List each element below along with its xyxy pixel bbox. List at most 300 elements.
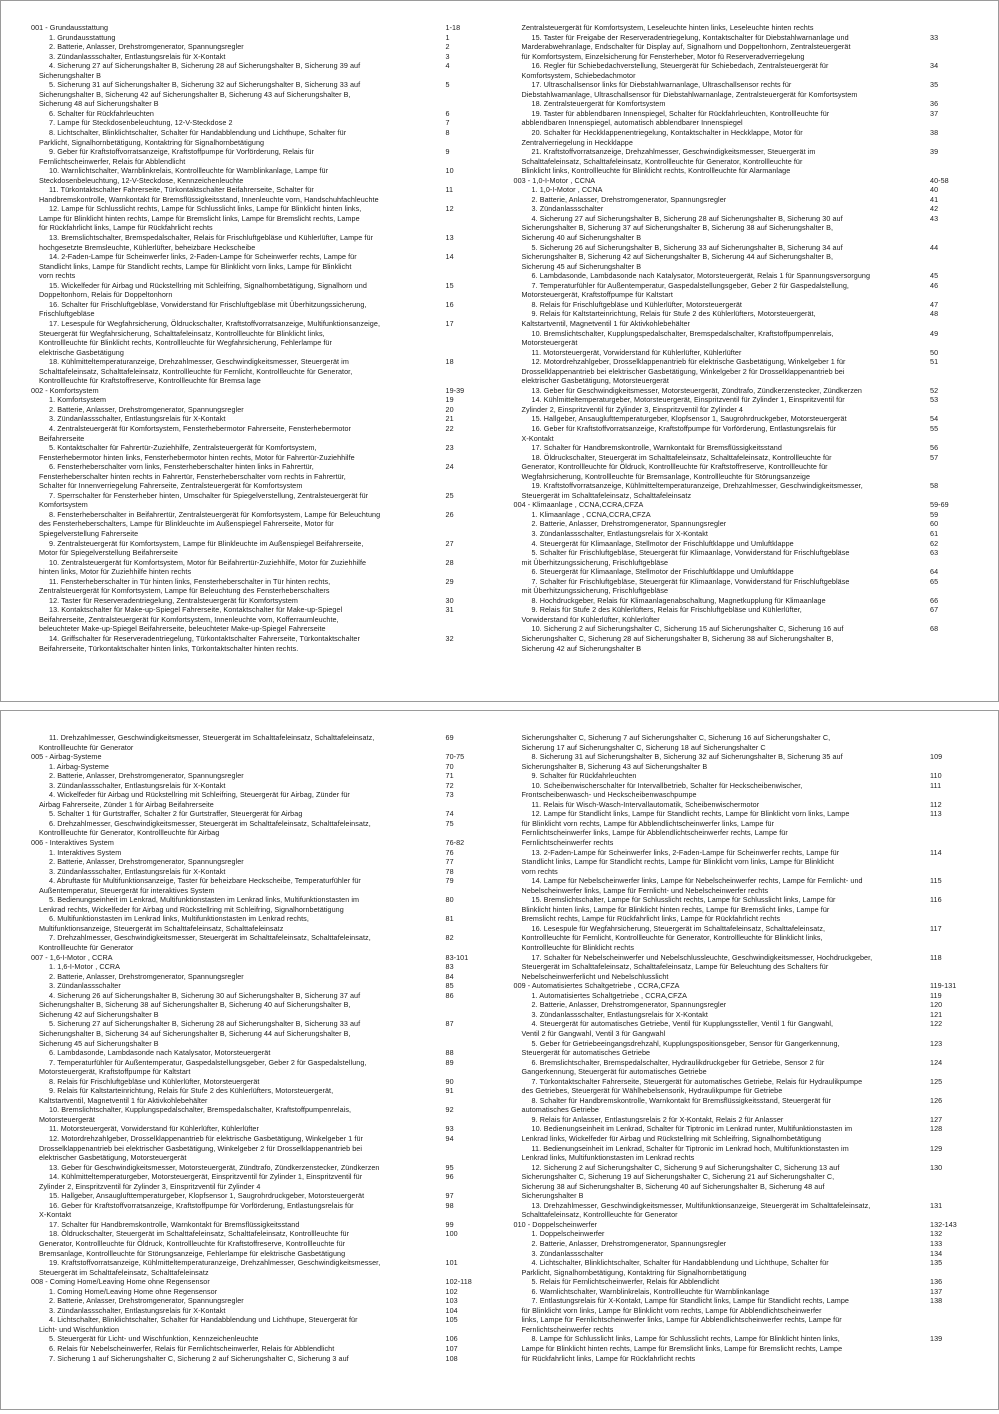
index-item-row[interactable] [514,195,971,205]
index-item-row[interactable] [514,848,971,858]
index-item-row[interactable] [31,204,486,214]
index-entry-text: 9. Relais für Kaltstarteinrichtung, Relais für Stufe 2 des Kühlerlüfters, Motorsteuergerät, [49,1086,334,1096]
index-item-row[interactable] [31,395,486,405]
index-group-row[interactable] [31,23,486,33]
index-entry-text: 7. Entlastungsrelais für X-Kontakt, Lampe für Standlicht links, Lampe für Standlicht rechts, Lampe [531,1296,849,1306]
index-entry-text: 3. Zündanlassschalter, Entlastungsrelais für X-Kontakt [531,528,708,538]
index-item-row[interactable] [31,300,486,310]
index-item-row[interactable] [31,405,486,415]
index-item-row[interactable] [31,596,486,606]
index-entry-text: elektrische Gasbetätigung [39,347,124,357]
index-entry-text: 3. Zündanlassschalter [531,204,604,214]
index-entry-text: 1. Coming Home/Leaving Home ohne Regensensor [49,1286,218,1296]
index-continuation-row [31,376,486,386]
index-entry-text: Lampe für Blinklicht hinten rechts, Lampe für Bremslicht links, Lampe für Bremslicht rechts, Lampe [521,1344,843,1353]
index-continuation-row [31,800,486,810]
index-item-row[interactable] [31,1077,486,1087]
index-item-row[interactable] [514,80,971,90]
index-item-row[interactable] [31,962,486,972]
index-item-row[interactable] [514,548,971,558]
index-item-row[interactable] [514,577,971,587]
index-item-row[interactable] [31,972,486,982]
index-item-row[interactable] [31,790,486,800]
index-entry-text: 4. Lichtschalter, Blinklichtschalter, Schalter für Handabblendung und Lichthupe, Steuergerät für [49,1315,358,1325]
index-page-number: 77 [445,857,454,867]
index-page-number: 23 [445,443,454,453]
index-continuation-row [514,1191,971,1201]
index-entry-text: 002 - Komfortsystem [31,385,99,395]
index-item-row[interactable] [514,281,971,291]
index-item-row[interactable] [31,118,486,128]
index-continuation-row [514,905,971,915]
index-continuation-row [31,271,486,281]
index-page-number: 96 [445,1172,454,1182]
index-page-number: 105 [445,1315,458,1325]
index-item-row[interactable] [31,539,486,549]
index-continuation-row [514,338,971,348]
index-item-row[interactable] [514,1144,971,1154]
index-entry-text: 010 - Doppelscheinwerfer [513,1219,598,1229]
index-page-number: 30 [445,595,454,605]
index-item-row[interactable] [514,510,971,520]
index-entry-text: 5. Steuergerät für Licht- und Wischfunktion, Kennzeichenleuchte [49,1334,259,1344]
index-item-row[interactable] [514,752,971,762]
index-page-number: 2 [445,42,450,52]
index-page-number: 58 [930,481,939,491]
index-entry-text: Zylinder 2, Einspritzventil für Zylinder 3, Einspritzventil für Zylinder 4 [39,1181,261,1191]
index-page-number: 116 [930,895,942,905]
index-page-number: 19-39 [445,385,465,395]
index-page-number: 85 [445,981,454,991]
index-item-row[interactable] [31,414,486,424]
index-item-row[interactable] [31,510,486,520]
index-entry-text: Fernlichtscheinwerfer, Relais für Abblendlicht [39,156,186,166]
index-page-number: 3 [445,51,450,61]
index-entry-text: Steckdosenbeleuchtung, 12-V-Steckdose, Kennzeichenleuchte [39,175,244,185]
index-item-row[interactable] [31,867,486,877]
index-item-row[interactable] [514,800,971,810]
index-entry-text: 3. Zündanlassschalter [49,981,121,991]
index-continuation-row [514,838,971,848]
index-item-row[interactable] [514,61,971,71]
index-entry-text: 11. Motorsteuergerät, Vorwiderstand für Kühlerlüfter, Kühlerlüfter [531,347,742,357]
index-item-row[interactable] [514,1124,971,1134]
index-entry-text: Zentralsteuergerät für Komfortsystem, Lampe für Beleuchtung des Fensterheberschalters [39,586,330,596]
index-entry-text: Airbag Fahrerseite, Zünder 1 für Airbag Beifahrerseite [39,799,214,809]
index-item-row[interactable] [514,348,971,358]
index-entry-text: automatisches Getriebe [521,1105,599,1115]
index-page-number: 134 [930,1248,943,1258]
index-item-row[interactable] [31,61,486,71]
index-item-row[interactable] [31,185,486,195]
index-item-row[interactable] [514,395,971,405]
index-item-row[interactable] [31,781,486,791]
index-item-row[interactable] [31,914,486,924]
index-item-row[interactable] [31,1105,486,1115]
index-group-row[interactable] [31,1277,486,1287]
index-entry-text: Fensterhebermotor hinten links, Fensterhebermotor hinten rechts, Motor für Fahrertür-Zuziehhilfe [39,452,355,462]
index-continuation-row [31,367,486,377]
index-entry-text: 6. Lambdasonde, Lambdasonde nach Katalysator, Motorsteuergerät, Relais 1 für Spannungsversorgung [531,271,871,281]
page-1-column-left [15,23,500,691]
index-entry-text: Schalttafeleinsatz, Schalttafeleinsatz, Kontrollleuchte für Fernlicht, Kontrollleuchte für Generator, [39,366,353,376]
index-item-row[interactable] [514,357,971,367]
index-item-row[interactable] [514,1163,971,1173]
index-group-row[interactable] [31,752,486,762]
index-item-row[interactable] [514,300,971,310]
index-entry-text: 15. Hallgeber, Ansauglufttemperaturgeber, Klopfsensor 1, Saugrohrdruckgeber, Motorsteuergerät [531,414,847,424]
index-item-row[interactable] [31,605,486,615]
index-item-row[interactable] [514,1287,971,1297]
index-page-number: 16 [445,299,454,309]
index-entry-text: Sicherung 40 auf Sicherungshalter B [521,233,642,243]
index-entry-text: 11. Motorsteuergerät, Vorwiderstand für Kühlerlüfter, Kühlerlüfter [49,1124,259,1134]
index-entry-text: 5. Bedienungseinheit im Lenkrad, Multifunktionstasten im Lenkrad links, Multifunktionstasten im [49,895,360,905]
index-item-row[interactable] [514,1096,971,1106]
index-item-row[interactable] [514,1334,971,1344]
index-item-row[interactable] [514,953,971,963]
index-item-row[interactable] [514,895,971,905]
index-entry-text: beleuchteter Make-up-Spiegel Beifahrerseite, beleuchteter Make-up-Spiegel Fahrerseite [39,624,326,634]
index-item-row[interactable] [514,1277,971,1287]
index-item-row[interactable] [31,1191,486,1201]
index-continuation-row [31,1039,486,1049]
index-entry-text: 14. 2-Faden-Lampe für Scheinwerfer links, 2-Faden-Lampe für Scheinwerfer rechts, Lampe für [49,252,357,262]
index-item-row[interactable] [514,481,971,491]
index-item-row[interactable] [31,1163,486,1173]
index-entry-text: Sicherung 42 auf Sicherungshalter B [39,1009,159,1019]
index-item-row[interactable] [514,271,971,281]
index-group-row[interactable] [514,981,971,991]
index-entry-text: 3. Zündanlassschalter, Entlastungsrelais für X-Kontakt [49,780,226,790]
index-item-row[interactable] [514,424,971,434]
index-item-row[interactable] [514,781,971,791]
index-entry-text: Generator, Kontrollleuchte für Öldruck, Kontrollleuchte für Kraftstoffreserve, Kontrollleuchte für [521,462,828,472]
index-item-row[interactable] [514,1239,971,1249]
page-1 [0,0,999,702]
index-item-row[interactable] [514,876,971,886]
index-item-row[interactable] [514,1077,971,1087]
index-page-number: 94 [445,1133,454,1143]
index-item-row[interactable] [514,443,971,453]
index-entry-text: mit Überhitzungssicherung, Frischluftgebläse [521,586,669,596]
index-group-row[interactable] [31,386,486,396]
index-item-row[interactable] [514,771,971,781]
index-item-row[interactable] [31,1258,486,1268]
index-continuation-row [31,500,486,510]
index-item-row[interactable] [31,33,486,43]
index-item-row[interactable] [514,809,971,819]
index-item-row[interactable] [514,1296,971,1306]
index-item-row[interactable] [514,924,971,934]
index-item-row[interactable] [31,1334,486,1344]
index-entry-text: 2. Batterie, Anlasser, Drehstromgenerator, Spannungsregler [531,194,727,204]
index-entry-text: 17. Schalter für Nebelscheinwerfer und Nebelschlussleuchte, Geschwindigkeitsmesser, Hochdruckgeber, [531,952,873,962]
index-continuation-row [31,71,486,81]
index-page-number: 4 [445,61,450,71]
index-item-row[interactable] [514,453,971,463]
index-page-number: 74 [445,809,454,819]
index-continuation-row [31,1067,486,1077]
index-item-row[interactable] [514,991,971,1001]
index-continuation-row [514,71,971,81]
index-item-row[interactable] [514,109,971,119]
index-entry-text: Kontrollleuchte für Generator [39,742,134,752]
index-group-row[interactable] [31,953,486,963]
index-item-row[interactable] [31,1134,486,1144]
index-continuation-row [514,1210,971,1220]
index-item-row[interactable] [514,1019,971,1029]
index-item-row[interactable] [31,1354,486,1364]
index-item-row[interactable] [514,386,971,396]
index-item-row[interactable] [31,52,486,62]
index-group-row[interactable] [514,1220,971,1230]
index-entry-text: 1. 1,0-I-Motor , CCNA [531,185,603,195]
index-entry-text: Motor für Spiegelverstellung Beifahrerseite [39,548,178,558]
index-entry-text: 6. Schalter für Rückfahrleuchten [49,108,154,118]
index-item-row[interactable] [31,577,486,587]
index-item-row[interactable] [514,1058,971,1068]
index-item-row[interactable] [514,414,971,424]
index-item-row[interactable] [31,1296,486,1306]
index-item-row[interactable] [514,1039,971,1049]
index-item-row[interactable] [31,357,486,367]
index-page-number: 35 [930,80,939,90]
index-item-row[interactable] [31,762,486,772]
index-continuation-row [31,1144,486,1154]
index-item-row[interactable] [31,252,486,262]
index-item-row[interactable] [514,1000,971,1010]
index-entry-text: 2. Batterie, Anlasser, Drehstromgenerator, Spannungsregler [49,1296,244,1306]
index-item-row[interactable] [514,529,971,539]
index-continuation-row [31,943,486,953]
index-continuation-row [514,962,971,972]
index-entry-text: 7. Türkontaktschalter Fahrerseite, Steuergerät für automatisches Getriebe, Relais für Hydraulikpumpe [531,1076,863,1086]
index-page-number: 15 [445,280,454,290]
index-entry-text: 1. Grundausstattung [49,32,116,42]
index-item-row[interactable] [31,1306,486,1316]
index-entry-text: 8. Sicherung 31 auf Sicherungshalter B, Sicherung 32 auf Sicherungshalter B, Sicherung 35 auf [531,752,843,762]
index-item-row[interactable] [31,128,486,138]
index-group-row[interactable] [514,500,971,510]
index-entry-text: 15. Wickelfeder für Airbag und Rückstellring mit Schleifring, Signalhornbetätigung, Signalhorn und [49,280,367,290]
index-entry-text: 006 - Interaktives System [31,838,114,848]
index-entry-text: 16. Geber für Kraftstoffvorratsanzeige, Kraftstoffpumpe für Vorförderung, Entlastungsrelais für [49,1200,354,1210]
index-page-number: 70-75 [445,752,465,762]
index-page-number: 84 [445,971,454,981]
index-item-row[interactable] [514,147,971,157]
index-page-number: 39 [930,147,939,157]
index-item-row[interactable] [31,733,486,743]
index-continuation-row [514,319,971,329]
index-item-row[interactable] [31,991,486,1001]
index-entry-text: 16. Regler für Schiebedachverstellung, Steuergerät für Schiebedach, Zentralsteuergerät für [531,61,829,71]
index-continuation-row [514,1354,971,1364]
index-item-row[interactable] [31,147,486,157]
index-item-row[interactable] [31,558,486,568]
index-entry-text: 18. Zentralsteuergerät für Komfortsystem [531,99,666,109]
index-item-row[interactable] [514,1115,971,1125]
index-entry-text: 7. Temperaturfühler für Außentemperatur, Gaspedalstellungsgeber, Geber 2 für Gaspedalstellung, [49,1057,367,1067]
index-item-row[interactable] [514,1201,971,1211]
index-page-number: 103 [445,1296,458,1306]
index-entry-text: 005 - Airbag-Systeme [31,752,102,762]
index-item-row[interactable] [31,857,486,867]
index-continuation-row [514,1268,971,1278]
index-item-row[interactable] [514,128,971,138]
index-entry-text: Bremsanlage, Kontrollleuchte für Störungsanzeige, Fehlerlampe für elektrische Gasbetätigung [39,1248,346,1258]
index-continuation-row [514,376,971,386]
index-page-number: 117 [930,923,942,933]
index-page-number: 108 [445,1353,458,1363]
index-page-number: 93 [445,1124,454,1134]
index-entry-text: 003 - 1,0-I-Motor , CCNA [513,175,596,185]
index-entry-text: 5. Relais für Fernlichtscheinwerfer, Relais für Abblendlicht [531,1277,720,1287]
index-continuation-row [31,176,486,186]
index-continuation-row [31,519,486,529]
index-page-number: 86 [445,990,454,1000]
index-item-row[interactable] [31,1058,486,1068]
index-item-row[interactable] [31,809,486,819]
index-entry-text: 2. Batterie, Anlasser, Drehstromgenerator, Spannungsregler [49,971,244,981]
index-item-row[interactable] [31,109,486,119]
index-continuation-row [514,1172,971,1182]
index-page-number: 1 [445,32,450,42]
index-entry-text: Kaltstartventil, Magnetventil 1 für Aktivkohlebehälter [521,318,690,328]
index-entry-text: Blinklicht links, Kontrollleuchte für Blinklicht rechts, Kontrollleuchte für Alarmanlage [521,166,791,176]
index-continuation-row [31,338,486,348]
index-page-number: 87 [445,1019,454,1029]
index-item-row[interactable] [31,1229,486,1239]
index-continuation-row [31,924,486,934]
index-group-row[interactable] [514,176,971,186]
index-item-row[interactable] [31,1287,486,1297]
index-item-row[interactable] [514,1258,971,1268]
index-continuation-row [31,1153,486,1163]
index-continuation-row [514,1067,971,1077]
index-item-row[interactable] [514,33,971,43]
index-item-row[interactable] [31,1019,486,1029]
index-page-number: 129 [930,1143,943,1153]
index-item-row[interactable] [514,624,971,634]
index-item-row[interactable] [31,80,486,90]
index-item-row[interactable] [514,185,971,195]
index-item-row[interactable] [31,1315,486,1325]
index-item-row[interactable] [514,243,971,253]
index-entry-text: 11. Relais für Wisch-Wasch-Intervallautomatik, Scheibenwischermotor [531,799,760,809]
index-item-row[interactable] [31,1201,486,1211]
index-entry-text: für Komfortsystem, Einzelsicherung für Fensterheber, Motor fü Reserveradverriegelung [521,51,805,61]
index-page-number: 44 [930,242,939,252]
index-entry-text: 4. Lichtschalter, Blinklichtschalter, Schalter für Handabblendung und Lichthupe, Schalter für [531,1258,829,1268]
page-1-column-right [500,23,985,691]
index-page-number: 49 [930,328,939,338]
index-entry-text: 7. Schalter für Frischluftgebläse, Steuergerät für Klimaanlage, Vorwiderstand für Frischluftgebläse [531,576,850,586]
index-item-row[interactable] [31,319,486,329]
index-item-row[interactable] [31,233,486,243]
index-entry-text: Zentralverriegelung in Heckklappe [521,137,633,147]
index-entry-text: Zentralsteuergerät für Komfortsystem, Leseleuchte hinten links, Leseleuchte hinten rechts [521,23,814,32]
index-entry-text: 10. Bedienungseinheit im Lenkrad, Schalter für Tiptronic im Lenkrad runter, Multifunktionstasten im [531,1124,853,1134]
index-entry-text: Sicherung 45 auf Sicherungshalter B [521,261,642,271]
index-page-number: 98 [445,1200,454,1210]
index-item-row[interactable] [31,895,486,905]
index-item-row[interactable] [31,1048,486,1058]
index-item-row[interactable] [514,1010,971,1020]
index-entry-text: Blinklicht hinten links, Lampe für Blinklicht hinten rechts, Lampe für Bremslicht links, Lampe für [521,904,830,914]
index-item-row[interactable] [31,462,486,472]
index-entry-text: Beifahrerseite [39,433,85,443]
index-item-row[interactable] [514,605,971,615]
index-item-row[interactable] [514,1229,971,1239]
index-item-row[interactable] [31,1124,486,1134]
index-page-number: 21 [445,414,454,424]
index-page-number: 104 [445,1305,458,1315]
index-entry-text: Kontrollleuchte für Fernlicht, Kontrollleuchte für Generator, Kontrollleuchte für Blinklicht links, [521,933,823,943]
index-entry-text: 13. Kontaktschalter für Make-up-Spiegel Fahrerseite, Kontaktschalter für Make-up-Spiegel [49,605,343,615]
index-entry-text: Sicherung 38 auf Sicherungshalter B, Sicherung 40 auf Sicherungshalter B, Sicherung 48 auf [521,1181,825,1191]
index-entry-text: 12. Sicherung 2 auf Sicherungshalter C, Sicherung 9 auf Sicherungshalter C, Sicherung 13 auf [531,1162,840,1172]
index-item-row[interactable] [514,596,971,606]
index-continuation-row [31,1000,486,1010]
index-item-row[interactable] [31,933,486,943]
index-item-row[interactable] [31,819,486,829]
index-item-row[interactable] [514,519,971,529]
index-item-row[interactable] [31,876,486,886]
index-entry-text: 17. Lesespule für Wegfahrsicherung, Öldruckschalter, Kraftstoffvorratsanzeige, Multifunktionsanzeige, [49,318,381,328]
index-entry-text: Diebstahlwarnanlage, Ultraschallsensor für Diebstahlwarnanlage, Zentralsteuergerät für Komfortsystem [521,89,858,99]
index-item-row[interactable] [514,309,971,319]
index-item-row[interactable] [514,539,971,549]
index-entry-text: Multifunktionsanzeige, Steuergerät im Schalttafeleinsatz, Schalttafeleinsatz [39,923,284,933]
index-item-row[interactable] [31,281,486,291]
index-continuation-row [514,367,971,377]
index-entry-text: hochgesetzte Bremsleuchte, Kühlerlüfter, beheizbare Heckscheibe [39,242,256,252]
index-item-row[interactable] [31,166,486,176]
index-entry-text: Wegfahrsicherung, Kontrollleuchte für Bremsanlage, Kontrollleuchte für Störungsanzeige [521,471,811,481]
index-continuation-row [514,615,971,625]
index-item-row[interactable] [514,99,971,109]
index-item-row[interactable] [31,634,486,644]
index-item-row[interactable] [31,1220,486,1230]
index-item-row[interactable] [31,1172,486,1182]
index-item-row[interactable] [31,443,486,453]
index-item-row[interactable] [31,424,486,434]
index-item-row[interactable] [31,771,486,781]
index-continuation-row [514,1344,971,1354]
index-item-row[interactable] [31,848,486,858]
index-page-number: 41 [930,194,939,204]
index-item-row[interactable] [514,204,971,214]
index-entry-text: Fernlichtscheinwerfer rechts [521,838,614,848]
index-item-row[interactable] [514,567,971,577]
index-item-row[interactable] [31,42,486,52]
index-entry-text: Motorsteuergerät [521,338,578,348]
index-entry-text: X-Kontakt [39,1210,72,1220]
index-item-row[interactable] [514,214,971,224]
index-item-row[interactable] [31,1086,486,1096]
index-page-number: 115 [930,876,942,886]
index-item-row[interactable] [31,981,486,991]
index-entry-text: 10. Bremslichtschalter, Kupplungspedalschalter, Bremspedalschalter, Kraftstoffpumpenrelais, [49,1105,352,1115]
index-entry-text: Motorsteuergerät, Kraftstoffpumpe für Kaltstart [521,290,673,300]
index-group-row[interactable] [31,838,486,848]
index-item-row[interactable] [31,1344,486,1354]
index-item-row[interactable] [514,1249,971,1259]
index-item-row[interactable] [514,329,971,339]
index-item-row[interactable] [31,491,486,501]
index-continuation-row [514,233,971,243]
